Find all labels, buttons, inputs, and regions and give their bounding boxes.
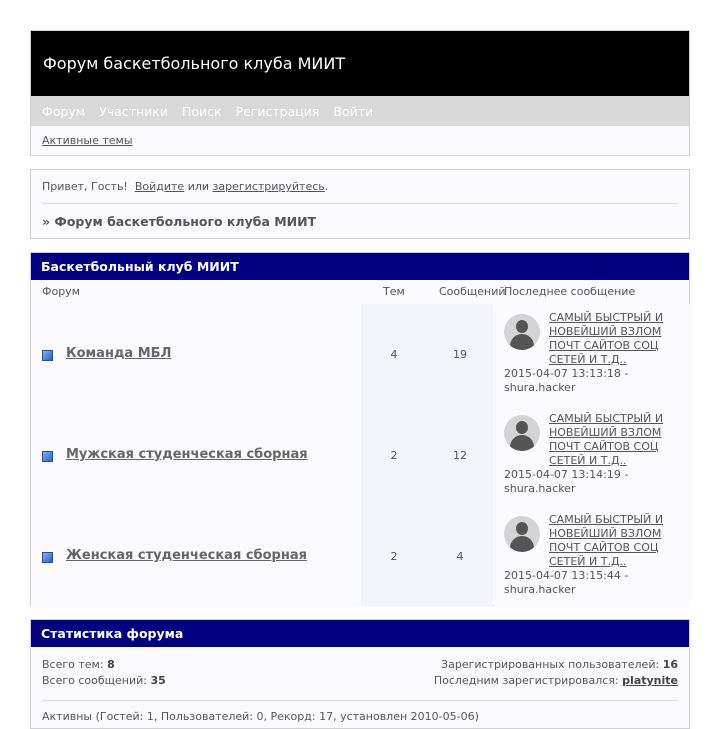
last-post xyxy=(494,506,691,607)
last-post-meta xyxy=(504,468,628,496)
registered-users xyxy=(441,658,678,671)
greeting-dot: . xyxy=(324,180,329,193)
nav-members[interactable]: Участники xyxy=(99,103,168,119)
topic-count: 4 xyxy=(361,304,427,405)
topic-count: 2 xyxy=(361,405,427,506)
forum-cell xyxy=(31,405,361,506)
last-post-user: shura.hacker xyxy=(504,381,576,394)
stats-title: Статистика форума xyxy=(31,620,689,647)
main-nav xyxy=(31,96,689,126)
post-count: 19 xyxy=(427,304,493,405)
last-post-date: 2015-04-07 13:13:18 - xyxy=(504,367,629,380)
registered-users-label: Зарегистрированных пользователей: xyxy=(441,658,660,671)
last-post-meta xyxy=(504,367,628,395)
forum-title: Форум баскетбольного клуба МИИТ xyxy=(31,31,689,96)
nav-search[interactable]: Поиск xyxy=(181,103,222,119)
newest-member xyxy=(434,674,678,687)
post-count: 12 xyxy=(427,405,493,506)
stats-divider xyxy=(42,700,678,701)
greeting-line xyxy=(42,170,678,204)
column-headers xyxy=(31,280,689,304)
col-forum: Форум xyxy=(42,285,80,298)
col-topics: Тем xyxy=(383,285,405,298)
total-posts-value: 35 xyxy=(150,674,166,687)
total-posts-label: Всего сообщений: xyxy=(42,674,147,687)
last-post-user: shura.hacker xyxy=(504,583,576,596)
total-topics-value: 8 xyxy=(107,658,115,671)
last-post-link[interactable]: САМЫЙ БЫСТРЫЙ И НОВЕЙШИЙ ВЗЛОМ ПОЧТ САЙТОВ СОЦ СЕТЕЙ И Т.Д.. xyxy=(549,412,664,467)
registered-users-value: 16 xyxy=(662,658,678,671)
nav-forum[interactable]: Форум xyxy=(42,103,86,119)
forum-link[interactable]: Женская студенческая сборная xyxy=(66,548,307,563)
avatar-icon xyxy=(504,415,540,451)
or-text: или xyxy=(187,180,210,193)
forum-cell xyxy=(31,506,361,607)
last-post-link[interactable]: САМЫЙ БЫСТРЫЙ И НОВЕЙШИЙ ВЗЛОМ ПОЧТ САЙТОВ СОЦ СЕТЕЙ И Т.Д.. xyxy=(549,311,664,366)
forum-link[interactable]: Мужская студенческая сборная xyxy=(66,447,308,462)
newest-member-link[interactable]: platynite xyxy=(622,674,678,687)
last-post-user: shura.hacker xyxy=(504,482,576,495)
forum-cell xyxy=(31,304,361,405)
active-topics-link[interactable]: Активные темы xyxy=(42,134,133,147)
post-count: 4 xyxy=(427,506,493,607)
last-post xyxy=(494,405,691,506)
forum-stats xyxy=(30,619,690,729)
forum-icon xyxy=(42,552,53,563)
last-post xyxy=(494,304,691,405)
category-title: Баскетбольный клуб МИИТ xyxy=(31,253,689,280)
newest-member-label: Последним зарегистрировался: xyxy=(433,674,619,687)
category-block xyxy=(30,252,690,606)
avatar-icon xyxy=(504,516,540,552)
forum-icon xyxy=(42,451,53,462)
avatar-icon xyxy=(504,314,540,350)
nav-register[interactable]: Регистрация xyxy=(235,103,320,119)
last-post-link[interactable]: САМЫЙ БЫСТРЫЙ И НОВЕЙШИЙ ВЗЛОМ ПОЧТ САЙТОВ СОЦ СЕТЕЙ И Т.Д.. xyxy=(549,513,664,568)
stats-row-2 xyxy=(42,674,678,687)
topic-count: 2 xyxy=(361,506,427,607)
register-link[interactable]: зарегистрируйтесь xyxy=(212,180,325,193)
total-topics-label: Всего тем: xyxy=(42,658,104,671)
login-link[interactable]: Войдите xyxy=(134,180,185,193)
last-post-date: 2015-04-07 13:14:19 - xyxy=(504,468,629,481)
last-post-meta xyxy=(504,569,628,597)
stats-row-1 xyxy=(42,658,678,671)
forum-header xyxy=(30,30,690,156)
online-users: Активны (Гостей: 1, Пользователей: 0, Рекорд: 17, установлен 2010-05-06) xyxy=(42,710,479,723)
col-last-post: Последнее сообщение xyxy=(504,285,636,298)
forum-link[interactable]: Команда МБЛ xyxy=(66,346,172,361)
last-post-date: 2015-04-07 13:15:44 - xyxy=(504,569,629,582)
breadcrumb: » Форум баскетбольного клуба МИИТ xyxy=(42,214,317,229)
col-posts: Сообщений xyxy=(439,285,506,298)
nav-login[interactable]: Войти xyxy=(333,103,374,119)
forum-row xyxy=(31,506,689,607)
forum-icon xyxy=(42,350,53,361)
greeting-text: Привет, Гость! xyxy=(42,180,128,193)
forum-row xyxy=(31,405,689,506)
subnav xyxy=(31,126,689,156)
greeting-box xyxy=(30,169,690,239)
forum-row xyxy=(31,304,689,405)
